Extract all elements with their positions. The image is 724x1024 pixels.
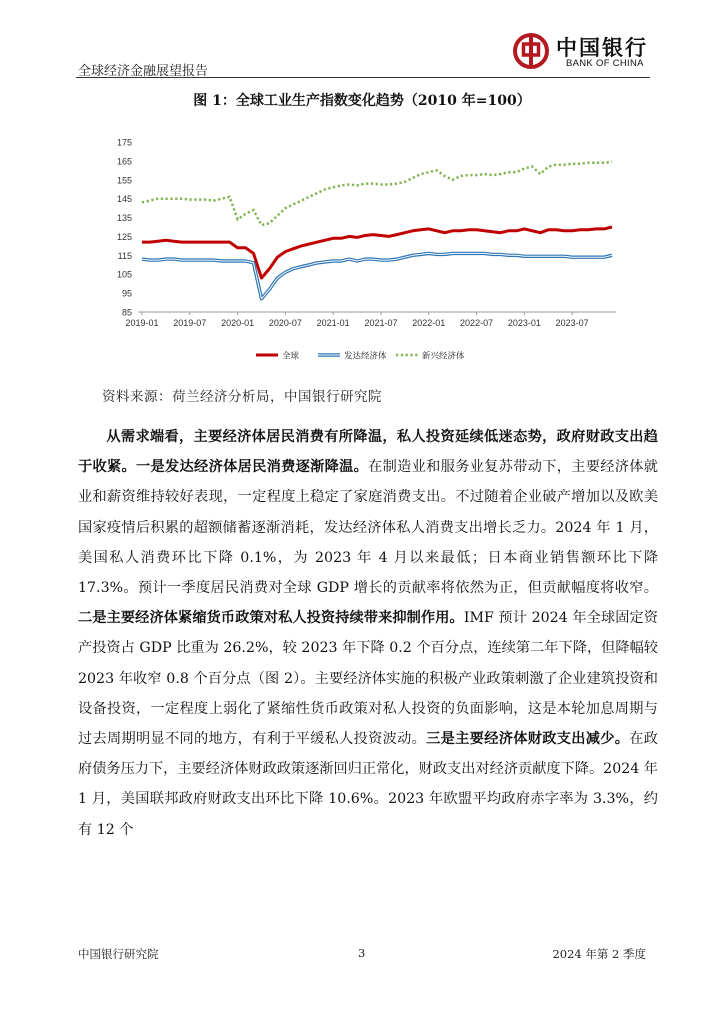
y-tick-label: 175: [116, 137, 132, 148]
logo-chinese-name: 中国银行: [556, 36, 648, 60]
figure-source: 资料来源：荷兰经济分析局，中国银行研究院: [102, 389, 382, 405]
investment-heading: 二是主要经济体紧缩货币政策对私人投资持续带来抑制作用。: [78, 610, 464, 627]
fiscal-text: 在政府债务压力下，主要经济体财政政策逐渐回归正常化，财政支出对经济贡献度下降。2024 年 1 月，美国联邦政府财政支出环比下降 10.6%。2023 年欧盟平均政府赤字率为 3.3%，约有 12 个: [78, 731, 658, 838]
y-tick-label: 155: [116, 175, 132, 186]
x-tick-label: 2023-01: [507, 318, 541, 328]
x-tick-label: 2019-01: [125, 318, 159, 328]
x-tick-label: 2023-07: [555, 318, 589, 328]
x-tick-label: 2022-01: [412, 318, 446, 328]
y-tick-label: 105: [116, 269, 132, 280]
bank-emblem-icon: [512, 32, 550, 70]
legend-label: 发达经济体: [344, 351, 387, 362]
series-line-1: [142, 227, 612, 278]
page-number: 3: [358, 946, 366, 960]
x-axis-ticks: [125, 312, 588, 328]
figure-title: 图 1：全球工业生产指数变化趋势（2010 年=100）: [193, 93, 531, 109]
y-axis-ticks: [117, 138, 132, 318]
y-tick-label: 145: [116, 194, 132, 205]
legend-label: 全球: [282, 351, 300, 362]
y-tick-label: 85: [121, 307, 132, 318]
y-tick-label: 125: [116, 231, 132, 242]
x-tick-label: 2021-07: [364, 318, 398, 328]
body-paragraph: [78, 422, 658, 845]
y-tick-label: 165: [116, 156, 132, 167]
x-tick-label: 2020-01: [221, 318, 255, 328]
investment-text: IMF 预计 2024 年全球固定资产投资占 GDP 比重为 26.2%，较 2023 年下降 0.2 个百分点，连续第二年下降，但降幅较 2023 年收窄 0.8 个百分点（图 2）。主要经济体实施的积极产业政策刺激了企业建筑投资和设备投资，一定程度上弱化了紧缩性货币政策对私人投资的负面影响，这是本轮加息周期与过去周期明显不同的地方，有利于平缓私人投资波动。: [78, 610, 658, 748]
chart-legend: [256, 351, 465, 362]
report-title: 全球经济金融展望报告: [78, 64, 209, 79]
legend-label: 新兴经济体: [422, 351, 465, 362]
fiscal-heading: 三是主要经济体财政支出减少。: [426, 731, 630, 748]
industrial-production-chart: [96, 130, 636, 370]
demand-summary-heading: 从需求端看，主要经济体居民消费有所降温，私人投资延续低迷态势，政府财政支出趋于收紧。一是发达经济体居民消费逐渐降温。: [78, 429, 658, 476]
consumption-text: 在制造业和服务业复苏带动下，主要经济体就业和薪资维持较好表现，一定程度上稳定了家庭消费支出。不过随着企业破产增加以及欧美国家疫情后积累的超额储蓄逐渐消耗，发达经济体私人消费支出增长乏力。2024 年 1 月，美国私人消费环比下降 0.1%，为 2023 年 4 月以来最低；日本商业销售额环比下降 17.3%。预计一季度居民消费对全球 GDP 增长的贡献率将依然为正，但贡献幅度将收窄。: [78, 459, 658, 597]
y-tick-label: 135: [116, 213, 132, 224]
footer-institution: 中国银行研究院: [78, 947, 159, 961]
logo-english-name: BANK OF CHINA: [566, 58, 644, 69]
x-tick-label: 2019-07: [173, 318, 207, 328]
series-line-3: [142, 162, 612, 225]
y-tick-label: 115: [117, 250, 132, 261]
bank-logo: [510, 30, 660, 74]
plot-area: [142, 162, 612, 299]
footer-period: 2024 年第 2 季度: [552, 947, 646, 961]
x-tick-label: 2020-07: [268, 318, 302, 328]
y-tick-label: 95: [121, 288, 132, 299]
header-divider: [76, 77, 650, 78]
x-tick-label: 2022-07: [460, 318, 494, 328]
x-tick-label: 2021-01: [316, 318, 350, 328]
